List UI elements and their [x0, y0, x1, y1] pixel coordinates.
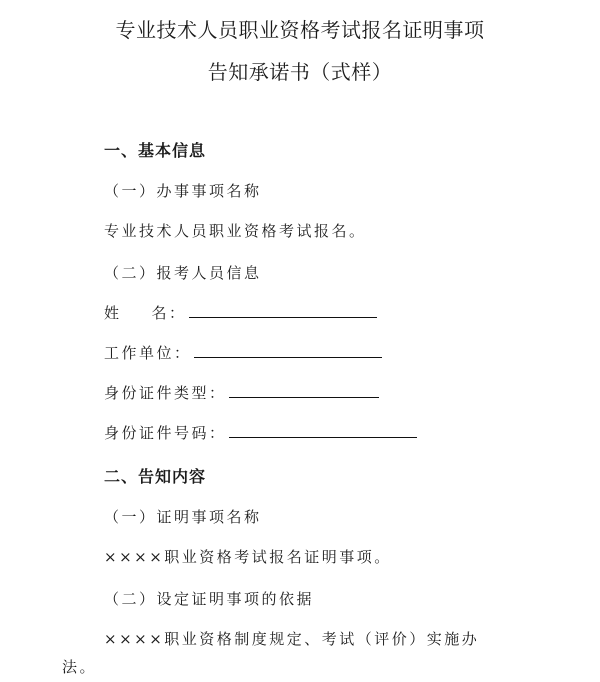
- field-row-name: [104, 302, 377, 323]
- matter-name-text: 专业技术人员职业资格考试报名。: [104, 222, 367, 240]
- field-label-name-char2: 名：: [151, 304, 187, 322]
- field-row-employer: [104, 342, 382, 363]
- legal-basis-text-line2: 法。: [62, 658, 98, 676]
- document-title-line1: 专业技术人员职业资格考试报名证明事项: [115, 18, 485, 42]
- field-label-employer: 工作单位：: [104, 344, 192, 362]
- section-heading-basic-info: 一、基本信息: [104, 141, 207, 160]
- subheading-certificate-name: （一）证明事项名称: [104, 508, 262, 526]
- field-label-name-char1: 姓: [104, 304, 122, 322]
- section-heading-notice-content: 二、告知内容: [104, 467, 207, 486]
- employer-blank-line[interactable]: [194, 343, 382, 358]
- field-label-id-number: 身份证件号码：: [104, 424, 227, 442]
- field-row-id-number: [104, 422, 417, 443]
- legal-basis-text-line1: ××××职业资格制度规定、考试（评价）实施办: [104, 630, 480, 648]
- subheading-applicant-info: （二）报考人员信息: [104, 264, 262, 282]
- field-row-id-type: [104, 382, 379, 403]
- id-type-blank-line[interactable]: [229, 383, 379, 398]
- field-label-id-type: 身份证件类型：: [104, 384, 227, 402]
- certificate-name-text: ××××职业资格考试报名证明事项。: [104, 548, 392, 566]
- subheading-legal-basis: （二）设定证明事项的依据: [104, 590, 315, 608]
- name-blank-line[interactable]: [189, 303, 377, 318]
- id-number-blank-line[interactable]: [229, 423, 417, 438]
- subheading-matter-name: （一）办事事项名称: [104, 182, 262, 200]
- document-title-line2: 告知承诺书（式样）: [207, 60, 393, 84]
